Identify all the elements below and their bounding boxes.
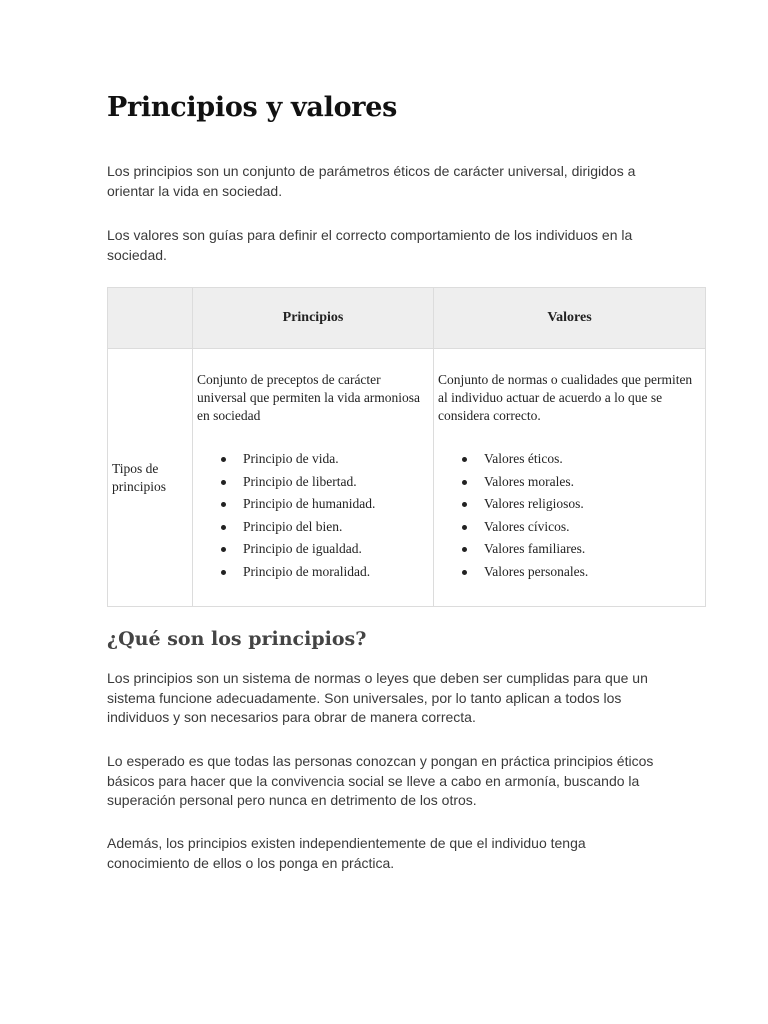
- list-item: [243, 516, 429, 539]
- bullet-icon: [462, 480, 467, 485]
- list-item-text: Valores éticos.: [484, 451, 563, 466]
- list-item-text: Principio de moralidad.: [243, 563, 371, 579]
- table-cell-principios: [193, 349, 434, 607]
- bullet-icon: [462, 547, 467, 552]
- principios-description: Conjunto de preceptos de carácter universal que permiten la vida armoniosa en sociedad: [197, 372, 421, 423]
- list-item-text: Principio de humanidad.: [243, 496, 376, 511]
- list-item: [484, 538, 701, 561]
- bullet-icon: [221, 570, 226, 575]
- list-item: [243, 448, 429, 471]
- table-header-corner: [108, 288, 193, 349]
- table-row: [108, 349, 706, 607]
- section-paragraph: Lo esperado es que todas las personas conozcan y pongan en práctica principios éticos básicos para hacer que la convivencia social se lleve a cabo en armonía, buscando la superación personal pero nunca en detrimento de los otros.: [107, 753, 654, 808]
- list-item-text: Principio de igualdad.: [243, 541, 362, 556]
- bullet-icon: [462, 525, 467, 530]
- list-item-text: Principio de libertad.: [243, 473, 357, 489]
- principios-list: [197, 448, 429, 583]
- list-item-text: Valores religiosos.: [484, 496, 584, 511]
- bullet-icon: [462, 457, 467, 462]
- section-paragraph: Además, los principios existen independientemente de que el individuo tenga conocimiento de ellos o los ponga en práctica.: [107, 835, 586, 871]
- bullet-icon: [221, 547, 226, 552]
- bullet-icon: [221, 457, 226, 462]
- table-cell-valores: [434, 349, 706, 607]
- valores-list: [438, 448, 701, 583]
- list-item: [484, 561, 701, 584]
- table-header-valores: Valores: [434, 288, 706, 349]
- list-item-text: Valores cívicos.: [484, 518, 570, 534]
- list-item: [484, 493, 701, 516]
- bullet-icon: [221, 502, 226, 507]
- section-paragraph: Los principios son un sistema de normas o leyes que deben ser cumplidas para que un sistema funcione adecuadamente. Son universales, por lo tanto aplican a todos los individuos y son necesarios para obrar de manera correcta.: [107, 670, 648, 725]
- list-item: [484, 448, 701, 471]
- list-item: [243, 471, 429, 494]
- bullet-icon: [221, 525, 226, 530]
- list-item-text: Valores familiares.: [484, 541, 586, 556]
- list-item: [243, 561, 429, 584]
- bullet-icon: [221, 480, 226, 485]
- list-item: [243, 538, 429, 561]
- list-item: [484, 516, 701, 539]
- table-row-label: Tipos de principios: [108, 349, 193, 607]
- intro-paragraph-valores: Los valores son guías para definir el correcto comportamiento de los individuos en la sociedad.: [107, 227, 633, 263]
- section-heading: ¿Qué son los principios?: [107, 628, 367, 650]
- list-item: [484, 471, 701, 494]
- list-item-text: Valores morales.: [484, 473, 574, 489]
- bullet-icon: [462, 502, 467, 507]
- intro-paragraph-principios: Los principios son un conjunto de parámetros éticos de carácter universal, dirigidos a orientar la vida en sociedad.: [107, 163, 636, 199]
- page-title: Principios y valores: [107, 92, 397, 123]
- table-header-principios: Principios: [193, 288, 434, 349]
- valores-description: Conjunto de normas o cualidades que permiten al individuo actuar de acuerdo a lo que se considera correcto.: [438, 372, 693, 423]
- list-item-text: Principio de vida.: [243, 451, 339, 466]
- bullet-icon: [462, 570, 467, 575]
- list-item-text: Principio del bien.: [243, 518, 343, 534]
- comparison-table: [107, 287, 706, 607]
- table-header-row: [108, 288, 706, 349]
- list-item-text: Valores personales.: [484, 563, 589, 579]
- list-item: [243, 493, 429, 516]
